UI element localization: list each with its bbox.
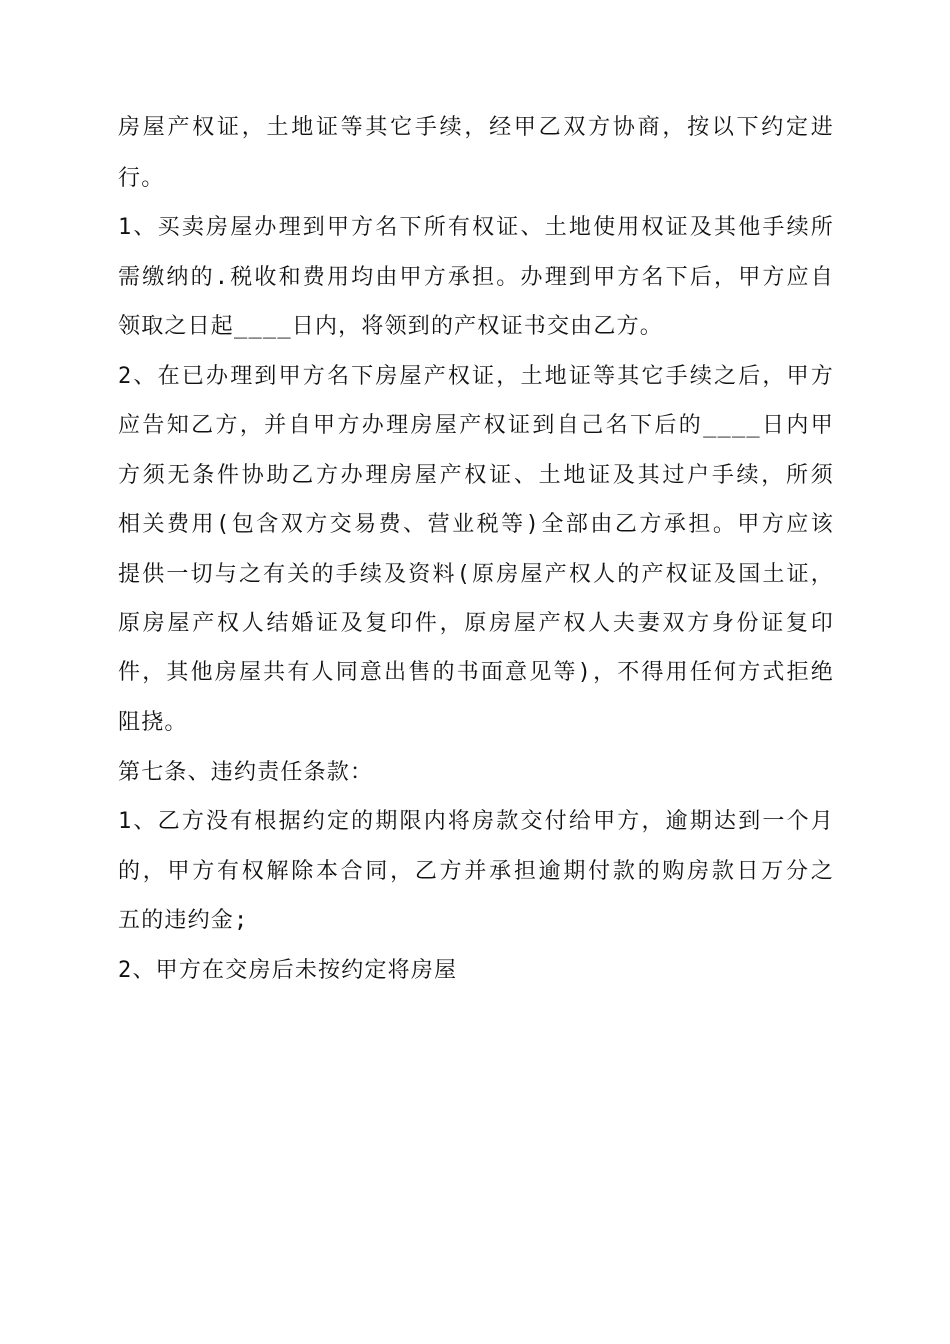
text-line-16: 的，甲方有权解除本合同，乙方并承担逾期付款的购房款日万分之 — [118, 859, 834, 884]
text-line-8: 方须无条件协助乙方办理房屋产权证、土地证及其过户手续，所须 — [118, 463, 834, 488]
section-heading: 第七条、违约责任条款： — [118, 760, 374, 785]
text-line-6: 2、在已办理到甲方名下房屋产权证，土地证等其它手续之后，甲方 — [118, 364, 834, 389]
text-line-2: 行。 — [118, 166, 165, 191]
text-line-15: 1、乙方没有根据约定的期限内将房款交付给甲方，逾期达到一个月 — [118, 809, 834, 834]
text-line-11: 原房屋产权人结婚证及复印件，原房屋产权人夫妻双方身份证复印 — [118, 611, 834, 636]
text-line-3: 1、买卖房屋办理到甲方名下所有权证、土地使用权证及其他手续所 — [118, 215, 834, 240]
text-line-7: 应告知乙方，并自甲方办理房屋产权证到自己名下后的____日内甲 — [118, 413, 834, 438]
text-line-18: 2、甲方在交房后未按约定将房屋 — [118, 958, 458, 983]
text-line-5: 领取之日起____日内，将领到的产权证书交由乙方。 — [118, 314, 663, 339]
text-line-10: 提供一切与之有关的手续及资料(原房屋产权人的产权证及国土证， — [118, 562, 834, 587]
text-line-13: 阻挠。 — [118, 710, 188, 735]
text-line-1: 房屋产权证，土地证等其它手续，经甲乙双方协商，按以下约定进 — [118, 115, 834, 140]
text-line-17: 五的违约金; — [118, 908, 249, 933]
text-line-9: 相关费用(包含双方交易费、营业税等)全部由乙方承担。甲方应该 — [118, 512, 834, 537]
text-line-12: 件，其他房屋共有人同意出售的书面意见等)，不得用任何方式拒绝 — [118, 660, 834, 685]
text-line-4: 需缴纳的.税收和费用均由甲方承担。办理到甲方名下后，甲方应自 — [118, 265, 834, 290]
